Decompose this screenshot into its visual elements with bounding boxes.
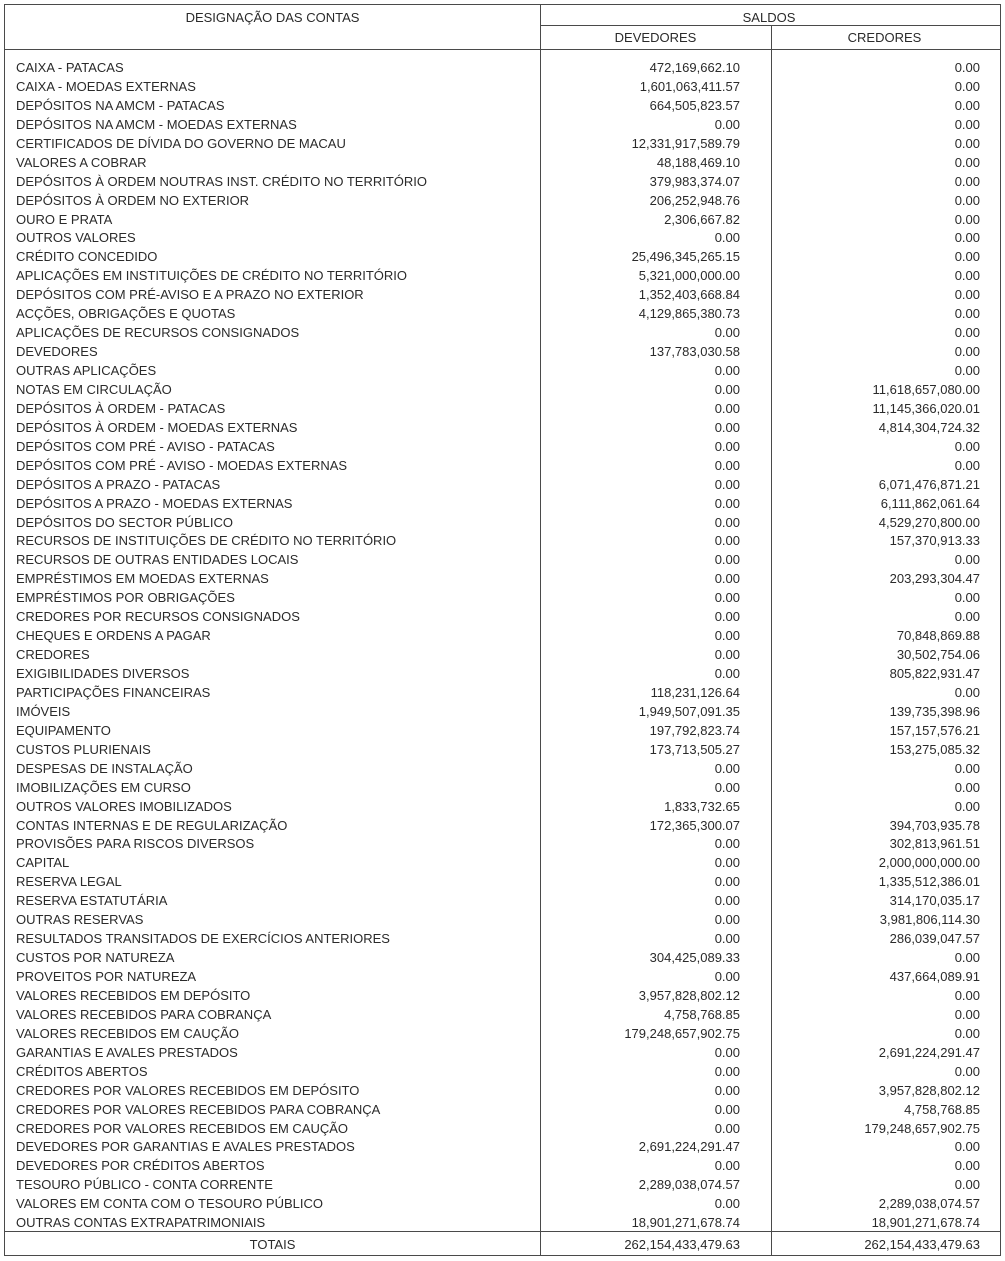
table-row xyxy=(5,78,998,97)
account-name: CRÉDITOS ABERTOS xyxy=(16,1063,148,1079)
debtor-balance: 0.00 xyxy=(714,514,740,530)
table-row xyxy=(5,911,998,930)
table-row xyxy=(5,779,998,798)
debtor-balance: 472,169,662.10 xyxy=(649,60,740,75)
debtor-balance: 0.00 xyxy=(714,363,740,378)
debtor-balance: 0.00 xyxy=(714,1044,740,1060)
creditor-balance: 314,170,035.17 xyxy=(889,893,980,909)
account-name: PROVEITOS POR NATUREZA xyxy=(16,969,197,984)
creditor-balance: 6,071,476,871.21 xyxy=(878,476,980,492)
totals-debtors: 262,154,433,479.63 xyxy=(624,1237,740,1252)
account-name: DEVEDORES xyxy=(16,344,98,360)
table-row xyxy=(5,154,998,173)
debtor-balance: 172,365,300.07 xyxy=(649,817,740,833)
debtor-balance: 206,252,948.76 xyxy=(649,192,740,208)
debtor-balance: 1,833,732.65 xyxy=(664,798,740,814)
debtor-balance: 0.00 xyxy=(714,116,740,132)
creditor-balance: 6,111,862,061.64 xyxy=(880,495,980,511)
creditor-balance: 0.00 xyxy=(954,97,980,113)
account-name: RECURSOS DE INSTITUIÇÕES DE CRÉDITO NO TERRITÓRIO xyxy=(16,533,397,549)
account-name: CREDORES POR VALORES RECEBIDOS EM CAUÇÃO xyxy=(16,1120,349,1136)
debtor-balance: 0.00 xyxy=(714,381,740,397)
account-name: CERTIFICADOS DE DÍVIDA DO GOVERNO DE MACAU xyxy=(16,135,346,151)
debtor-balance: 0.00 xyxy=(714,969,740,984)
account-name: DEVEDORES POR GARANTIAS E AVALES PRESTADOS xyxy=(16,1139,355,1155)
debtor-balance: 25,496,345,265.15 xyxy=(631,249,740,265)
creditor-balance: 139,735,398.96 xyxy=(889,703,980,719)
creditor-balance: 0.00 xyxy=(954,192,980,208)
account-name: DEPÓSITOS DO SECTOR PÚBLICO xyxy=(16,514,233,530)
debtor-balance: 5,321,000,000.00 xyxy=(638,268,740,284)
creditor-balance: 157,370,913.33 xyxy=(889,533,980,549)
table-row xyxy=(5,532,998,551)
account-name: VALORES EM CONTA COM O TESOURO PÚBLICO xyxy=(16,1196,323,1212)
table-row xyxy=(5,400,998,419)
table-row xyxy=(5,267,998,286)
table-row xyxy=(5,495,998,514)
table-row xyxy=(5,1063,998,1082)
creditor-balance: 0.00 xyxy=(954,154,980,170)
debtor-balance: 0.00 xyxy=(714,1063,740,1079)
account-name: DEPÓSITOS NA AMCM - MOEDAS EXTERNAS xyxy=(16,116,297,132)
table-row xyxy=(5,930,998,949)
account-name: CHEQUES E ORDENS A PAGAR xyxy=(16,628,211,644)
debtor-balance: 304,425,089.33 xyxy=(649,950,740,966)
account-name: DEPÓSITOS COM PRÉ - AVISO - PATACAS xyxy=(16,438,275,454)
debtor-balance: 0.00 xyxy=(714,1101,740,1117)
creditor-balance: 153,275,085.32 xyxy=(889,741,980,757)
debtor-balance: 4,129,865,380.73 xyxy=(638,306,740,322)
creditor-balance: 0.00 xyxy=(954,760,980,776)
account-name: DEPÓSITOS À ORDEM NOUTRAS INST. CRÉDITO NO TERRITÓRIO xyxy=(16,173,427,189)
debtor-balance: 0.00 xyxy=(714,552,740,568)
account-name: OUTROS VALORES xyxy=(16,230,136,246)
account-name: CREDORES POR VALORES RECEBIDOS PARA COBRANÇA xyxy=(16,1101,381,1117)
creditor-balance: 0.00 xyxy=(954,590,980,606)
creditor-balance: 0.00 xyxy=(954,211,980,227)
debtor-balance: 173,713,505.27 xyxy=(649,741,740,757)
account-name: CREDORES POR VALORES RECEBIDOS EM DEPÓSITO xyxy=(16,1082,360,1098)
account-rows xyxy=(5,59,998,1233)
table-row xyxy=(5,116,998,135)
account-name: VALORES RECEBIDOS EM CAUÇÃO xyxy=(16,1025,239,1041)
debtor-balance: 0.00 xyxy=(714,419,740,435)
account-name: APLICAÇÕES EM INSTITUIÇÕES DE CRÉDITO NO TERRITÓRIO xyxy=(16,268,408,284)
debtor-balance: 0.00 xyxy=(714,325,740,341)
debtor-balance: 48,188,469.10 xyxy=(656,154,740,170)
account-name: RESULTADOS TRANSITADOS DE EXERCÍCIOS ANTERIORES xyxy=(16,931,390,947)
creditor-balance: 0.00 xyxy=(954,779,980,795)
debtor-balance: 12,331,917,589.79 xyxy=(631,135,740,151)
table-row xyxy=(5,854,998,873)
account-name: CREDORES xyxy=(16,647,90,663)
totals-label: TOTAIS xyxy=(249,1237,296,1252)
account-name: CRÉDITO CONCEDIDO xyxy=(16,249,158,265)
debtor-balance: 18,901,271,678.74 xyxy=(631,1215,740,1231)
creditor-balance: 0.00 xyxy=(954,344,980,360)
table-row xyxy=(5,135,998,154)
debtor-balance: 379,983,374.07 xyxy=(649,173,740,189)
account-name: EMPRÉSTIMOS POR OBRIGAÇÕES xyxy=(16,590,235,606)
account-name: DESPESAS DE INSTALAÇÃO xyxy=(16,760,193,776)
account-name: OUTRAS APLICAÇÕES xyxy=(16,363,157,378)
account-name: IMÓVEIS xyxy=(16,703,71,719)
table-row xyxy=(5,722,998,741)
creditor-balance: 3,981,806,114.30 xyxy=(879,912,980,928)
creditor-balance: 18,901,271,678.74 xyxy=(871,1215,980,1231)
debtor-balance: 2,289,038,074.57 xyxy=(638,1177,740,1193)
creditor-balance: 437,664,089.91 xyxy=(889,969,980,984)
debtor-balance: 0.00 xyxy=(714,628,740,644)
debtor-balance: 0.00 xyxy=(714,533,740,549)
creditor-balance: 4,758,768.85 xyxy=(904,1101,980,1117)
table-row xyxy=(5,1157,998,1176)
creditor-balance: 179,248,657,902.75 xyxy=(864,1120,980,1136)
creditor-balance: 2,000,000,000.00 xyxy=(878,855,980,871)
creditor-balance: 0.00 xyxy=(954,1177,980,1193)
account-name: DEPÓSITOS NA AMCM - PATACAS xyxy=(16,97,225,113)
account-name: OUTROS VALORES IMOBILIZADOS xyxy=(16,798,232,814)
creditor-balance: 302,813,961.51 xyxy=(889,836,980,852)
account-name: DEPÓSITOS A PRAZO - MOEDAS EXTERNAS xyxy=(16,495,293,511)
table-row xyxy=(5,229,998,248)
table-row xyxy=(5,248,998,267)
account-name: EQUIPAMENTO xyxy=(16,722,111,738)
creditor-balance: 11,618,657,080.00 xyxy=(872,381,980,397)
table-row xyxy=(5,1044,998,1063)
debtor-balance: 0.00 xyxy=(714,836,740,852)
table-row xyxy=(5,665,998,684)
debtor-balance: 0.00 xyxy=(714,590,740,606)
debtor-balance: 3,957,828,802.12 xyxy=(638,987,740,1003)
table-row xyxy=(5,835,998,854)
debtor-balance: 0.00 xyxy=(714,931,740,947)
table-row xyxy=(5,798,998,817)
table-row xyxy=(5,59,998,78)
account-name: CUSTOS PLURIENAIS xyxy=(16,741,151,757)
table-row xyxy=(5,457,998,476)
creditor-balance: 30,502,754.06 xyxy=(896,647,980,663)
table-row xyxy=(5,211,998,230)
table-row xyxy=(5,476,998,495)
creditor-balance: 0.00 xyxy=(954,987,980,1003)
account-name: CREDORES POR RECURSOS CONSIGNADOS xyxy=(16,609,300,625)
table-row xyxy=(5,192,998,211)
debtor-balance: 4,758,768.85 xyxy=(664,1006,740,1022)
table-row xyxy=(5,362,998,381)
debtor-balance: 1,949,507,091.35 xyxy=(638,703,740,719)
creditor-balance: 0.00 xyxy=(954,249,980,265)
account-name: DEVEDORES POR CRÉDITOS ABERTOS xyxy=(16,1158,265,1174)
debtor-balance: 0.00 xyxy=(714,779,740,795)
creditor-balance: 0.00 xyxy=(954,1158,980,1174)
table-row xyxy=(5,684,998,703)
debtor-balance: 1,352,403,668.84 xyxy=(638,287,740,303)
table-row xyxy=(5,381,998,400)
table-row xyxy=(5,97,998,116)
creditor-balance: 0.00 xyxy=(954,173,980,189)
debtors-header: DEVEDORES xyxy=(614,30,697,45)
debtor-balance: 137,783,030.58 xyxy=(649,344,740,360)
creditor-balance: 1,335,512,386.01 xyxy=(878,874,980,890)
table-row xyxy=(5,419,998,438)
creditor-balance: 2,691,224,291.47 xyxy=(878,1044,980,1060)
row-divider xyxy=(5,49,1000,50)
debtor-balance: 0.00 xyxy=(714,1196,740,1212)
table-row xyxy=(5,589,998,608)
account-name: EMPRÉSTIMOS EM MOEDAS EXTERNAS xyxy=(16,571,269,587)
debtor-balance: 0.00 xyxy=(714,893,740,909)
account-name: PARTICIPAÇÕES FINANCEIRAS xyxy=(16,684,211,700)
table-row xyxy=(5,438,998,457)
account-name: DEPÓSITOS À ORDEM NO EXTERIOR xyxy=(16,192,250,208)
table-row xyxy=(5,627,998,646)
account-name: RESERVA ESTATUTÁRIA xyxy=(16,893,168,909)
creditor-balance: 0.00 xyxy=(954,135,980,151)
creditor-balance: 0.00 xyxy=(954,78,980,94)
creditor-balance: 70,848,869.88 xyxy=(896,628,980,644)
account-name: RESERVA LEGAL xyxy=(16,874,122,890)
creditor-balance: 805,822,931.47 xyxy=(889,666,980,681)
creditor-balance: 0.00 xyxy=(954,230,980,246)
account-name: CONTAS INTERNAS E DE REGULARIZAÇÃO xyxy=(16,817,288,833)
account-name: RECURSOS DE OUTRAS ENTIDADES LOCAIS xyxy=(16,552,299,568)
debtor-balance: 0.00 xyxy=(714,912,740,928)
table-row xyxy=(5,1082,998,1101)
debtor-balance: 118,231,126.64 xyxy=(650,684,740,700)
table-row xyxy=(5,570,998,589)
account-name: VALORES A COBRAR xyxy=(16,154,147,170)
debtor-balance: 0.00 xyxy=(714,666,740,681)
creditor-balance: 0.00 xyxy=(954,116,980,132)
table-row xyxy=(5,760,998,779)
debtor-balance: 0.00 xyxy=(714,476,740,492)
table-row xyxy=(5,173,998,192)
balance-table xyxy=(4,4,1001,1256)
table-row xyxy=(5,949,998,968)
table-row xyxy=(5,1101,998,1120)
creditor-balance: 0.00 xyxy=(954,306,980,322)
account-name: DEPÓSITOS À ORDEM - MOEDAS EXTERNAS xyxy=(16,419,298,435)
creditor-balance: 0.00 xyxy=(954,1139,980,1155)
creditor-balance: 0.00 xyxy=(954,287,980,303)
debtor-balance: 0.00 xyxy=(714,495,740,511)
balances-header: SALDOS xyxy=(742,10,796,25)
debtor-balance: 664,505,823.57 xyxy=(649,97,740,113)
creditor-balance: 0.00 xyxy=(954,438,980,454)
creditor-balance: 0.00 xyxy=(954,1025,980,1041)
debtor-balance: 0.00 xyxy=(714,609,740,625)
account-name: CAPITAL xyxy=(16,855,70,871)
table-row xyxy=(5,741,998,760)
account-name: ACÇÕES, OBRIGAÇÕES E QUOTAS xyxy=(16,306,236,322)
account-name: OUTRAS CONTAS EXTRAPATRIMONIAIS xyxy=(16,1215,266,1231)
account-name: CAIXA - MOEDAS EXTERNAS xyxy=(16,78,196,94)
totals-row xyxy=(5,1234,998,1256)
table-row xyxy=(5,987,998,1006)
creditor-balance: 0.00 xyxy=(954,950,980,966)
debtor-balance: 0.00 xyxy=(714,1158,740,1174)
table-row xyxy=(5,286,998,305)
totals-creditors: 262,154,433,479.63 xyxy=(864,1237,980,1252)
creditor-balance: 0.00 xyxy=(954,1063,980,1079)
debtor-balance: 197,792,823.74 xyxy=(649,722,740,738)
account-name: CUSTOS POR NATUREZA xyxy=(16,950,175,966)
table-row xyxy=(5,1025,998,1044)
debtor-balance: 0.00 xyxy=(714,855,740,871)
account-name: DEPÓSITOS COM PRÉ-AVISO E A PRAZO NO EXTERIOR xyxy=(16,287,364,303)
table-row xyxy=(5,551,998,570)
account-name: EXIGIBILIDADES DIVERSOS xyxy=(16,666,190,681)
creditor-balance: 3,957,828,802.12 xyxy=(878,1082,980,1098)
table-row xyxy=(5,324,998,343)
debtor-balance: 0.00 xyxy=(714,438,740,454)
account-name: TESOURO PÚBLICO - CONTA CORRENTE xyxy=(16,1177,273,1193)
creditor-balance: 0.00 xyxy=(954,457,980,473)
debtor-balance: 0.00 xyxy=(714,647,740,663)
creditor-balance: 4,814,304,724.32 xyxy=(878,419,980,435)
table-row xyxy=(5,646,998,665)
account-name: NOTAS EM CIRCULAÇÃO xyxy=(16,381,172,397)
table-row xyxy=(5,1176,998,1195)
table-row xyxy=(5,1006,998,1025)
table-row xyxy=(5,873,998,892)
creditor-balance: 0.00 xyxy=(954,798,980,814)
table-row xyxy=(5,343,998,362)
creditor-balance: 2,289,038,074.57 xyxy=(878,1196,980,1212)
creditor-balance: 286,039,047.57 xyxy=(889,931,980,947)
creditor-balance: 0.00 xyxy=(954,325,980,341)
account-name: OURO E PRATA xyxy=(16,211,113,227)
account-name: OUTRAS RESERVAS xyxy=(16,912,144,928)
creditor-balance: 0.00 xyxy=(954,609,980,625)
debtor-balance: 0.00 xyxy=(714,874,740,890)
account-name: GARANTIAS E AVALES PRESTADOS xyxy=(16,1044,238,1060)
account-name: DEPÓSITOS COM PRÉ - AVISO - MOEDAS EXTERNAS xyxy=(16,457,348,473)
debtor-balance: 0.00 xyxy=(714,1082,740,1098)
debtor-balance: 0.00 xyxy=(714,1120,740,1136)
table-row xyxy=(5,968,998,987)
debtor-balance: 1,601,063,411.57 xyxy=(639,78,740,94)
table-row xyxy=(5,1195,998,1214)
creditor-balance: 0.00 xyxy=(954,268,980,284)
account-name: CAIXA - PATACAS xyxy=(16,60,124,75)
creditor-balance: 203,293,304.47 xyxy=(889,571,980,587)
debtor-balance: 0.00 xyxy=(714,400,740,416)
table-row xyxy=(5,1214,998,1233)
creditor-balance: 0.00 xyxy=(954,363,980,378)
table-row xyxy=(5,817,998,836)
table-row xyxy=(5,514,998,533)
account-name: DEPÓSITOS A PRAZO - PATACAS xyxy=(16,476,221,492)
debtor-balance: 0.00 xyxy=(714,457,740,473)
creditor-balance: 11,145,366,020.01 xyxy=(872,400,980,416)
table-row xyxy=(5,1120,998,1139)
designation-header: DESIGNAÇÃO DAS CONTAS xyxy=(185,10,360,25)
creditor-balance: 4,529,270,800.00 xyxy=(878,514,980,530)
creditor-balance: 0.00 xyxy=(954,1006,980,1022)
debtor-balance: 179,248,657,902.75 xyxy=(624,1025,740,1041)
debtor-balance: 2,691,224,291.47 xyxy=(638,1139,740,1155)
creditors-header: CREDORES xyxy=(847,30,922,45)
table-row xyxy=(5,608,998,627)
debtor-balance: 0.00 xyxy=(714,230,740,246)
debtor-balance: 0.00 xyxy=(714,571,740,587)
table-row xyxy=(5,703,998,722)
account-name: VALORES RECEBIDOS PARA COBRANÇA xyxy=(16,1006,272,1022)
creditor-balance: 0.00 xyxy=(954,684,980,700)
account-name: APLICAÇÕES DE RECURSOS CONSIGNADOS xyxy=(16,325,300,341)
creditor-balance: 157,157,576.21 xyxy=(889,722,980,738)
account-name: VALORES RECEBIDOS EM DEPÓSITO xyxy=(16,987,251,1003)
account-name: DEPÓSITOS À ORDEM - PATACAS xyxy=(16,400,226,416)
creditor-balance: 0.00 xyxy=(954,60,980,75)
account-name: IMOBILIZAÇÕES EM CURSO xyxy=(16,779,191,795)
table-row xyxy=(5,892,998,911)
creditor-balance: 0.00 xyxy=(954,552,980,568)
debtor-balance: 2,306,667.82 xyxy=(664,211,740,227)
debtor-balance: 0.00 xyxy=(714,760,740,776)
account-name: PROVISÕES PARA RISCOS DIVERSOS xyxy=(16,836,255,852)
table-row xyxy=(5,305,998,324)
table-row xyxy=(5,1138,998,1157)
creditor-balance: 394,703,935.78 xyxy=(889,817,980,833)
